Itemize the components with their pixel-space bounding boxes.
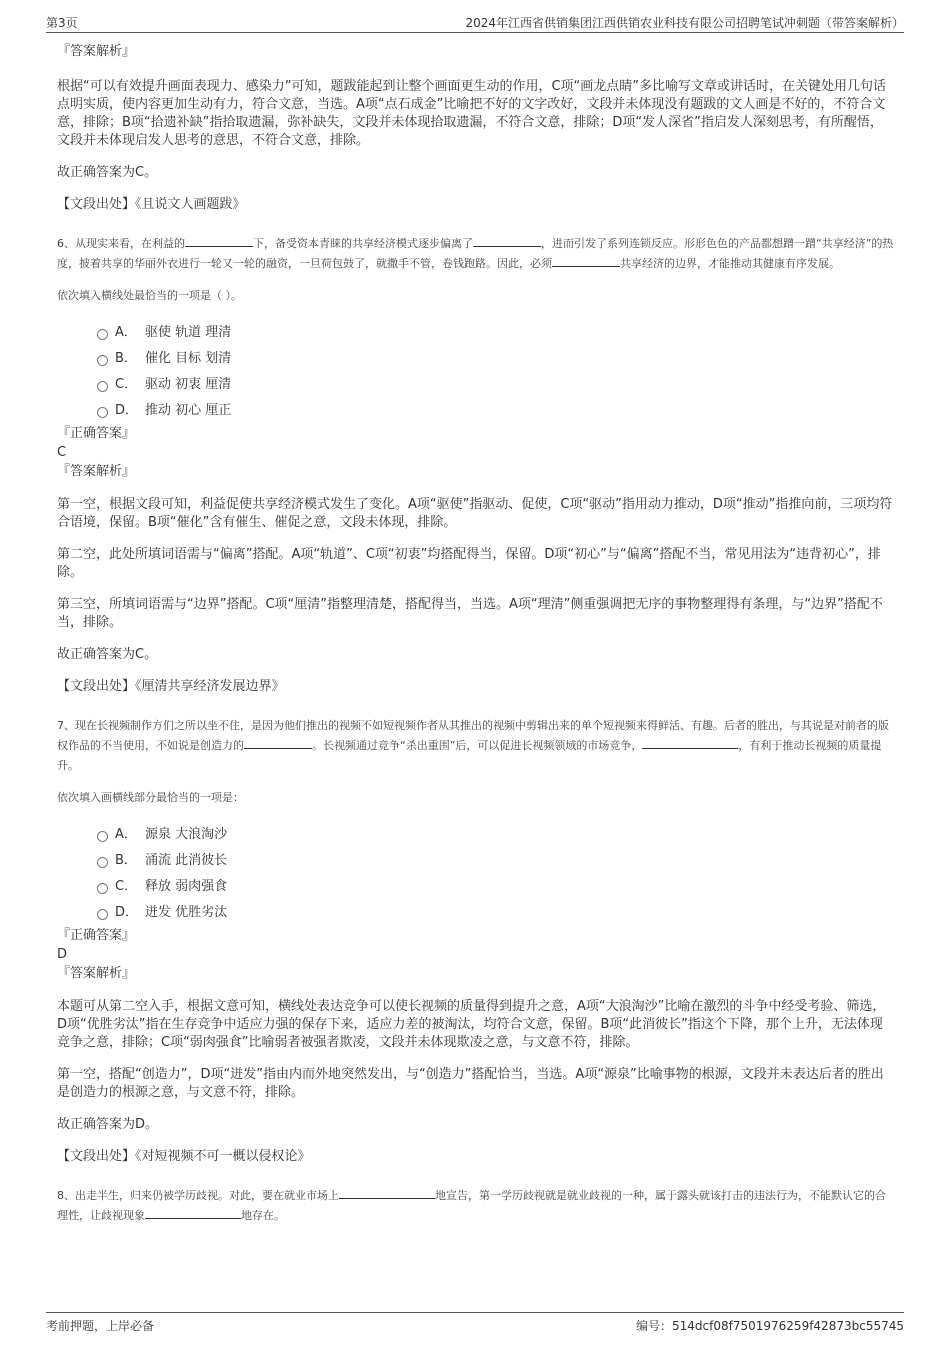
q7-source: 【文段出处】《对短视频不可一概以侵权论》 <box>57 1149 311 1164</box>
q6-options <box>57 320 895 424</box>
q7-options <box>57 822 895 926</box>
q7-analysis-1: 本题可从第二空入手，根据文意可知，横线处表达竞争可以使长视频的质量得到提升之意，A项“大浪淘沙”比喻在激烈的斗争中经受考验、筛选，D项“优胜劣汰”指在生存竞争中适应力强的保存下来，适应力差的被淘汰，均符合文意，保留。B项“此消彼长”指这个下降，那个上升，无法体现竞争之意，排除；C项“弱肉强食”比喻弱者被强者欺凌，文段并未体现欺凌之意，与文意不符，排除。 <box>57 999 886 1050</box>
q6-option-c[interactable]: C． 驱动 初衷 厘清 <box>57 372 895 398</box>
radio-button[interactable] <box>97 407 108 418</box>
radio-button[interactable] <box>97 857 108 868</box>
document-title: 2024年江西省供销集团江西供销农业科技有限公司招聘笔试冲刺题（带答案解析） <box>465 16 904 30</box>
q7-option-d[interactable]: D． 迸发 优胜劣汰 <box>57 900 895 926</box>
analysis-label: 『答案解析』 <box>57 464 136 479</box>
radio-button[interactable] <box>97 329 108 340</box>
analysis-label: 『答案解析』 <box>57 966 136 981</box>
correct-label: 『正确答案』 <box>57 928 136 943</box>
blank <box>473 234 541 247</box>
q6-source: 【文段出处】《厘清共享经济发展边界》 <box>57 679 285 694</box>
radio-button[interactable] <box>97 831 108 842</box>
q6-analysis-1: 第一空，根据文段可知，利益促使共享经济模式发生了变化。A项“驱使”指驱动、促使，C项“驱动”指用动力推动，D项“推动”指推向前，三项均符合语境，保留。B项“催化”含有催生、催促之意，文段未体现，排除。 <box>57 497 893 530</box>
q7-option-b[interactable]: B． 涌流 此消彼长 <box>57 848 895 874</box>
blank <box>244 736 312 749</box>
q7-stem: 7、现在长视频制作方们之所以坐不住，是因为他们推出的视频不如短视频作者从其推出的视频中剪辑出来的单个短视频来得鲜活、有趣。后者的胜出，与其说是对前者的版权作品的不当使用，不如说是创造力的 。长视频通过竞争“杀出重围”后，可以促进长视频领域的市场竞争， ，有利于推动长视频的质量提升。 <box>57 719 889 772</box>
q7-analysis-2: 第一空，搭配“创造力”，D项“迸发”指由内而外地突然发出，与“创造力”搭配恰当，当选。A项“源泉”比喻事物的根源，文段并未表达后者的胜出是创造力的根源之意，与文意不符，排除。 <box>57 1067 884 1100</box>
q5-conclusion: 故正确答案为C。 <box>57 165 158 180</box>
document-code: 编号：514dcf08f7501976259f42873bc55745 <box>636 1319 904 1333</box>
q7-option-a[interactable]: A． 源泉 大浪淘沙 <box>57 822 895 848</box>
blank <box>642 736 738 749</box>
q5-analysis: 根据“可以有效提升画面表现力、感染力”可知，题跋能起到让整个画面更生动的作用，C项“画龙点睛”多比喻写文章或讲话时，在关键处用几句话点明实质，使内容更加生动有力，符合文意，当选。A项“点石成金”比喻把不好的文字改好，文段并未体现没有题跋的文人画是不好的，不符合文意，排除；B项“拾遗补缺”指拾取遗漏，弥补缺失，文段并未体现拾取遗漏，不符合文意，排除；D项“发人深省”指启发人深刻思考，有所醒悟，文段并未体现启发人思考的意思，不符合文意，排除。 <box>57 79 887 148</box>
correct-label: 『正确答案』 <box>57 426 136 441</box>
q6-conclusion: 故正确答案为C。 <box>57 647 158 662</box>
q7-option-c[interactable]: C． 释放 弱肉强食 <box>57 874 895 900</box>
q6-option-a[interactable]: A． 驱使 轨道 理清 <box>57 320 895 346</box>
blank <box>145 1206 241 1219</box>
blank <box>552 254 620 267</box>
q6-answer: C <box>57 445 67 460</box>
radio-button[interactable] <box>97 909 108 920</box>
q7-answer: D <box>57 947 68 962</box>
q6-analysis-2: 第二空，此处所填词语需与“偏离”搭配。A项“轨道”、C项“初衷”均搭配得当，保留。D项“初心”与“偏离”搭配不当，常见用法为“违背初心”，排除。 <box>57 547 881 580</box>
footer-slogan: 考前押题，上岸必备 <box>46 1319 155 1333</box>
q7-conclusion: 故正确答案为D。 <box>57 1117 159 1132</box>
page-footer <box>46 1312 904 1333</box>
q6-option-d[interactable]: D． 推动 初心 厘正 <box>57 398 895 424</box>
analysis-label: 『答案解析』 <box>57 44 136 59</box>
blank <box>185 234 253 247</box>
q6-option-b[interactable]: B． 催化 目标 划清 <box>57 346 895 372</box>
radio-button[interactable] <box>97 381 108 392</box>
page-header <box>46 12 904 33</box>
q7-prompt: 依次填入画横线部分最恰当的一项是： <box>57 791 244 804</box>
radio-button[interactable] <box>97 883 108 894</box>
q6-analysis-3: 第三空，所填词语需与“边界”搭配。C项“厘清”指整理清楚，搭配得当，当选。A项“理清”侧重强调把无序的事物整理得有条理，与“边界”搭配不当，排除。 <box>57 597 883 630</box>
main-content <box>57 42 895 1226</box>
blank <box>339 1186 435 1199</box>
page-number: 第3页 <box>46 16 78 30</box>
q8-stem: 8、出走半生，归来仍被学历歧视。对此，要在就业市场上 地宣告，第一学历歧视就是就业歧视的一种，属于露头就该打击的违法行为，不能默认它的合理性，让歧视现象 地存在。 <box>57 1186 895 1226</box>
radio-button[interactable] <box>97 355 108 366</box>
q6-prompt: 依次填入横线处最恰当的一项是（ ）。 <box>57 289 242 302</box>
q6-stem: 6、从现实来看，在利益的 下，备受资本青睐的共享经济模式逐步偏离了 ，进而引发了系列连锁反应。形形色色的产品都想蹭一蹭“共享经济”的热度，披着共享的华丽外衣进行一轮又一轮的融资，一旦荷包鼓了，就撒手不管，卷钱跑路。因此，必须 共享经济的边界，才能推动其健康有序发展。 <box>57 234 895 274</box>
q5-source: 【文段出处】《且说文人画题跋》 <box>57 197 246 212</box>
